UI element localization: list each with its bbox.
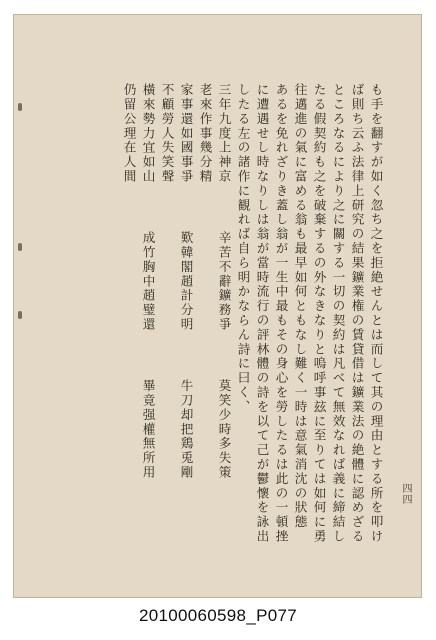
poem-line: 三年九度上神京 (216, 83, 232, 184)
text-block (14, 15, 423, 599)
prose-column: たる假契約も之を破棄するの外なきなりと嗚呼事玆に至りては如何に勇 (311, 83, 327, 544)
poem-line: 畢竟强權無所用 (140, 379, 156, 480)
poem-line: 辛苦不辭鑛務爭 (216, 231, 232, 332)
prose-column: も手を翻すが如く忽ち之を拒絶せんとは而して其の理由とする所を叩け (368, 83, 384, 544)
prose-column: ところなるにより之に關する一切の契約は凡べて無效なれば義に締結し (330, 83, 346, 544)
prose-column: したる左の諸作に観れば自ら明かならん詩に曰く、 (235, 83, 251, 415)
image-caption: 20100060598_P077 (139, 606, 297, 625)
poem-line: 家事還如國事爭 (178, 83, 194, 184)
poem-line: 老來作事幾分精 (197, 83, 213, 184)
poem-line: 仍留公理在人間 (121, 83, 137, 184)
poem-line: 歎韓閣趙計分明 (178, 231, 194, 332)
prose-column: ば則ち云ふ法律上研究の結果鑛業権の賃貸借は鑛業法の絶體に認めざる (349, 83, 365, 544)
poem-line: 牛刀却把鶏兎剛 (178, 379, 194, 480)
prose-column: 往邁進の氣に富める翁も最早如何ともなし難く一時は意氣消沈の狀態 (292, 83, 308, 530)
document-page (13, 14, 422, 598)
prose-column: に遭遇せし時なりしは翁が當時流行の評林體の詩を以て己が鬱懷を詠出 (254, 83, 270, 544)
poem-line: 莫笑少時多失策 (216, 379, 232, 480)
poem-line: 橫來勢力宜如山 (140, 83, 156, 184)
poem-line: 不顧勞人失笑聲 (159, 83, 175, 184)
page-number: 四四 (400, 483, 411, 505)
poem-line: 成竹胸中趙璧還 (140, 231, 156, 332)
prose-column: あるを免れざりき蓋し翁が一生中最もその身心を勞したるは此の一頓挫 (273, 83, 289, 544)
